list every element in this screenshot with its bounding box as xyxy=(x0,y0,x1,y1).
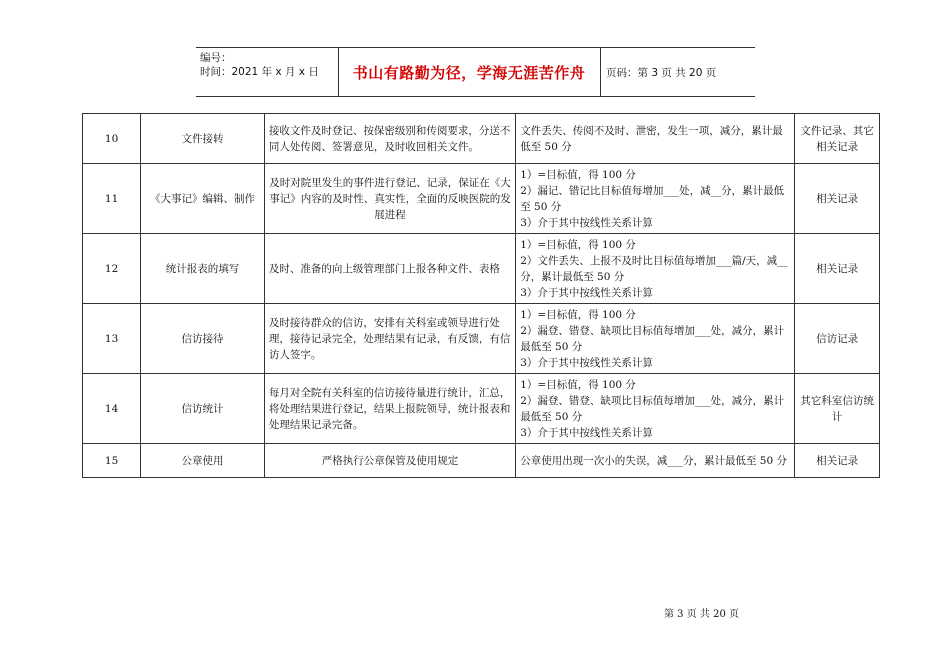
penalty-line: 3）介于其中按线性关系计算 xyxy=(520,216,653,229)
item-name: 文件接转 xyxy=(141,114,265,164)
item-name: 《大事记》编辑、制作 xyxy=(141,164,265,234)
table-row xyxy=(83,374,880,444)
penalty-line: 1）=目标值，得 100 分 xyxy=(520,238,636,251)
penalty xyxy=(516,114,795,164)
table-row xyxy=(83,234,880,304)
requirement: 严格执行公章保管及使用规定 xyxy=(264,444,515,478)
row-number: 15 xyxy=(83,444,141,478)
penalty-line: 1）=目标值，得 100 分 xyxy=(520,378,636,391)
table-row xyxy=(83,444,880,478)
table-row xyxy=(83,164,880,234)
header-divider xyxy=(600,48,601,96)
record: 相关记录 xyxy=(795,234,880,304)
penalty-line: 2）漏登、错登、缺项比目标值每增加___处，减分，累计最低至 50 分 xyxy=(520,394,785,423)
row-number: 14 xyxy=(83,374,141,444)
requirement: 及时对院里发生的事件进行登记、记录，保证在《大事记》内容的及时性、真实性，全面的反映医院的发展进程 xyxy=(264,164,515,234)
record: 相关记录 xyxy=(795,444,880,478)
row-number: 12 xyxy=(83,234,141,304)
requirement: 及时接待群众的信访，安排有关科室或领导进行处理，接待记录完全，处理结果有记录，有反馈，有信访人签字。 xyxy=(264,304,515,374)
record: 文件记录、其它相关记录 xyxy=(795,114,880,164)
penalty-line: 2）漏记、错记比目标值每增加___处，减__分，累计最低至 50 分 xyxy=(520,184,785,213)
penalty-line: 公章使用出现一次小的失误，减___分，累计最低至 50 分 xyxy=(520,454,788,467)
page-footer: 第 3 页 共 20 页 xyxy=(664,609,739,620)
row-number: 13 xyxy=(83,304,141,374)
penalty-line: 文件丢失、传阅不及时、泄密，发生一项，减分，累计最低至 50 分 xyxy=(520,124,783,153)
page-info: 页码：第 3 页 共 20 页 xyxy=(606,67,717,79)
record: 信访记录 xyxy=(795,304,880,374)
item-name: 信访接待 xyxy=(141,304,265,374)
penalty-line: 1）=目标值，得 100 分 xyxy=(520,168,636,181)
assessment-table xyxy=(82,113,880,478)
record: 相关记录 xyxy=(795,164,880,234)
table-row xyxy=(83,114,880,164)
penalty-line: 3）介于其中按线性关系计算 xyxy=(520,286,653,299)
penalty-line: 3）介于其中按线性关系计算 xyxy=(520,356,653,369)
table-row xyxy=(83,304,880,374)
motto: 书山有路勤为径，学海无涯苦作舟 xyxy=(352,63,586,82)
penalty xyxy=(516,164,795,234)
penalty-line: 1）=目标值，得 100 分 xyxy=(520,308,636,321)
penalty xyxy=(516,304,795,374)
item-name: 统计报表的填写 xyxy=(141,234,265,304)
page-header xyxy=(196,47,755,97)
penalty-line: 2）文件丢失、上报不及时比目标值每增加___篇/天，减__分，累计最低至 50 分 xyxy=(520,254,788,283)
penalty xyxy=(516,374,795,444)
requirement: 接收文件及时登记、按保密级别和传阅要求，分送不同人处传阅、签署意见，及时收回相关文件。 xyxy=(264,114,515,164)
row-number: 11 xyxy=(83,164,141,234)
time-label: 时间：2021 年 x 月 x 日 xyxy=(200,66,319,78)
header-info xyxy=(200,51,319,79)
requirement: 每月对全院有关科室的信访接待量进行统计，汇总，将处理结果进行登记，结果上报院领导，统计报表和处理结果记录完备。 xyxy=(264,374,515,444)
code-label: 编号： xyxy=(200,52,232,64)
penalty xyxy=(516,444,795,478)
item-name: 公章使用 xyxy=(141,444,265,478)
penalty-line: 2）漏登、错登、缺项比目标值每增加___处，减分，累计最低至 50 分 xyxy=(520,324,785,353)
penalty xyxy=(516,234,795,304)
item-name: 信访统计 xyxy=(141,374,265,444)
record: 其它科室信访统计 xyxy=(795,374,880,444)
row-number: 10 xyxy=(83,114,141,164)
requirement: 及时、准备的向上级管理部门上报各种文件、表格 xyxy=(264,234,515,304)
penalty-line: 3）介于其中按线性关系计算 xyxy=(520,426,653,439)
